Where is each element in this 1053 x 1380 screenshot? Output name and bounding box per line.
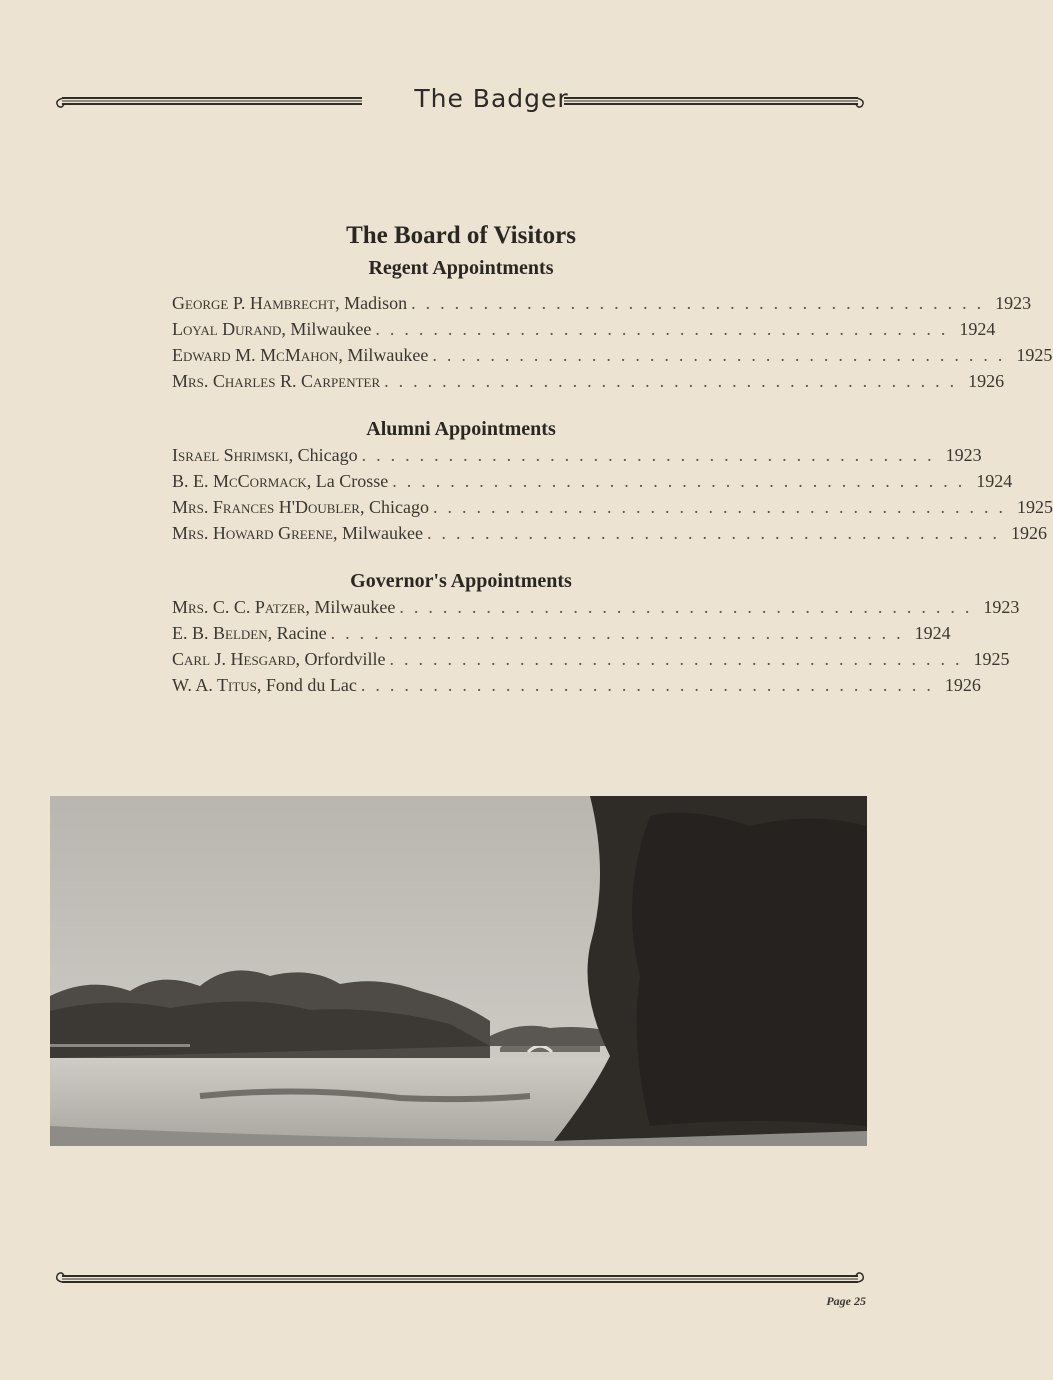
list-item bbox=[172, 345, 1053, 371]
section-heading-governor: Governor's Appointments bbox=[350, 570, 572, 592]
leader-dots: ........................................ bbox=[432, 497, 1013, 517]
leader-dots: ........................................ bbox=[330, 623, 911, 643]
page-number: Page 25 bbox=[826, 1294, 866, 1308]
entry-name: Edward M. McMahon bbox=[172, 345, 339, 365]
entry-year: 1923 bbox=[995, 293, 1032, 313]
entry-place: , Fond du Lac bbox=[256, 675, 357, 695]
list-item bbox=[172, 649, 1010, 675]
entry-place: , Madison bbox=[335, 293, 408, 313]
entry-place: , Chicago bbox=[359, 497, 429, 517]
entry-year: 1923 bbox=[983, 597, 1020, 617]
leader-dots: ........................................ bbox=[361, 445, 942, 465]
entry-name: George P. Hambrecht bbox=[172, 293, 336, 313]
entry-year: 1925 bbox=[1016, 497, 1053, 517]
leader-dots: ........................................ bbox=[432, 345, 1013, 365]
entry-name: Mrs. C. C. Patzer bbox=[172, 597, 306, 617]
entry-year: 1924 bbox=[976, 471, 1013, 491]
leader-dots: ........................................ bbox=[399, 597, 980, 617]
entry-year: 1925 bbox=[1016, 345, 1053, 365]
entry-place: , Milwaukee bbox=[332, 523, 423, 543]
entry-name: Loyal Durand bbox=[172, 319, 282, 339]
leader-dots: ........................................ bbox=[426, 523, 1007, 543]
list-item bbox=[172, 445, 982, 471]
leader-dots: ........................................ bbox=[360, 675, 941, 695]
entry-year: 1925 bbox=[973, 649, 1010, 669]
leader-dots: ........................................ bbox=[389, 649, 970, 669]
list-item bbox=[172, 597, 1020, 623]
entry-name: Mrs. Frances H'Doubler bbox=[172, 497, 360, 517]
entry-year: 1926 bbox=[1010, 523, 1047, 543]
leader-dots: ........................................ bbox=[392, 471, 973, 491]
entry-place: , La Crosse bbox=[306, 471, 389, 491]
entry-place: , Chicago bbox=[288, 445, 358, 465]
leader-dots: ........................................ bbox=[375, 319, 956, 339]
entry-place: , Milwaukee bbox=[281, 319, 372, 339]
entry-year: 1924 bbox=[959, 319, 996, 339]
list-item bbox=[172, 293, 1032, 319]
entry-name: Israel Shrimski bbox=[172, 445, 289, 465]
section-heading-regent: Regent Appointments bbox=[368, 257, 554, 279]
entry-place: , Milwaukee bbox=[305, 597, 396, 617]
entry-name: E. B. Belden bbox=[172, 623, 268, 643]
list-item bbox=[172, 623, 951, 649]
entry-name: Carl J. Hesgard bbox=[172, 649, 296, 669]
footer-ornament-rule bbox=[52, 1268, 872, 1290]
lake-photo-illustration bbox=[50, 796, 867, 1146]
entry-name: Mrs. Howard Greene bbox=[172, 523, 333, 543]
entry-place: , Milwaukee bbox=[338, 345, 429, 365]
entry-name: W. A. Titus bbox=[172, 675, 257, 695]
list-item bbox=[172, 471, 1013, 497]
leader-dots: ........................................ bbox=[384, 371, 965, 391]
list-item bbox=[172, 523, 1047, 549]
list-item bbox=[172, 319, 996, 345]
entry-place: , Racine bbox=[267, 623, 327, 643]
running-header-title: The Badger bbox=[414, 84, 569, 113]
leader-dots: ........................................ bbox=[411, 293, 992, 313]
entry-year: 1923 bbox=[945, 445, 982, 465]
entry-year: 1924 bbox=[914, 623, 951, 643]
list-item bbox=[172, 675, 981, 701]
regent-list bbox=[172, 293, 1053, 397]
entry-name: Mrs. Charles R. Carpenter bbox=[172, 371, 381, 391]
page-title: The Board of Visitors bbox=[346, 222, 576, 249]
entry-year: 1926 bbox=[968, 371, 1005, 391]
lake-landscape-photo bbox=[50, 796, 867, 1146]
list-item bbox=[172, 497, 1053, 523]
entry-place: , Orfordville bbox=[295, 649, 386, 669]
section-heading-alumni: Alumni Appointments bbox=[366, 418, 556, 440]
list-item bbox=[172, 371, 1005, 397]
alumni-list bbox=[172, 445, 1053, 549]
governor-list bbox=[172, 597, 1020, 701]
entry-year: 1926 bbox=[944, 675, 981, 695]
entry-name: B. E. McCormack bbox=[172, 471, 307, 491]
